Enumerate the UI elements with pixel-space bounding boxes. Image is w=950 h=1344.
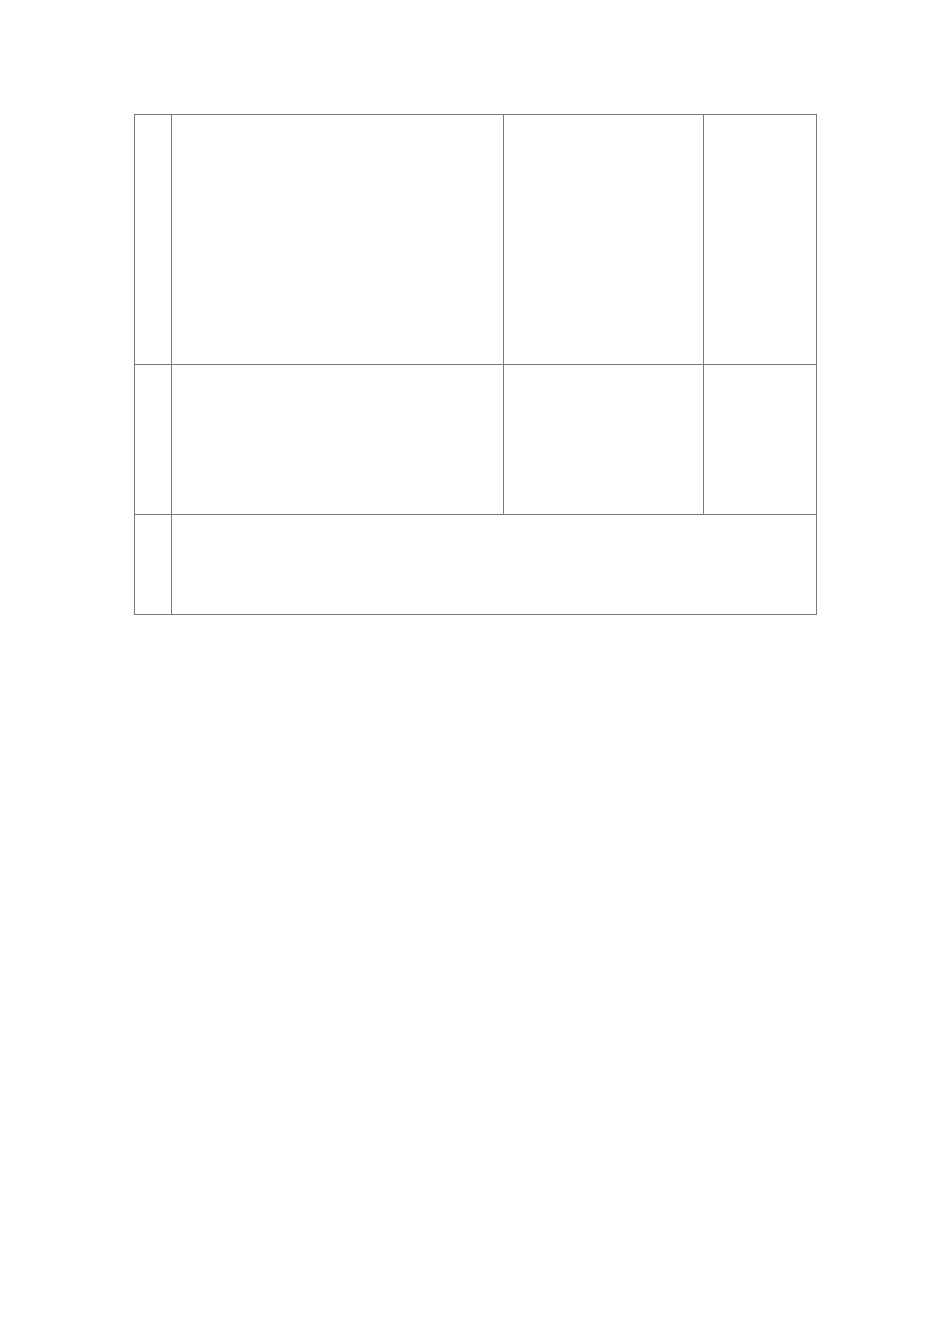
summary-label-cell bbox=[135, 515, 172, 615]
ending-part-row bbox=[135, 365, 817, 515]
main-organization-cell bbox=[704, 115, 817, 365]
lesson-plan-table bbox=[134, 114, 817, 615]
main-part-row bbox=[135, 115, 817, 365]
ending-part-label-cell bbox=[135, 365, 172, 515]
main-student-cell bbox=[503, 115, 704, 365]
main-content-cell bbox=[172, 115, 503, 365]
summary-row bbox=[135, 515, 817, 615]
main-part-label-cell bbox=[135, 115, 172, 365]
summary-content-cell bbox=[172, 515, 817, 615]
ending-teacher-cell bbox=[172, 365, 503, 515]
ending-organization-cell bbox=[704, 365, 817, 515]
ending-student-cell bbox=[503, 365, 704, 515]
